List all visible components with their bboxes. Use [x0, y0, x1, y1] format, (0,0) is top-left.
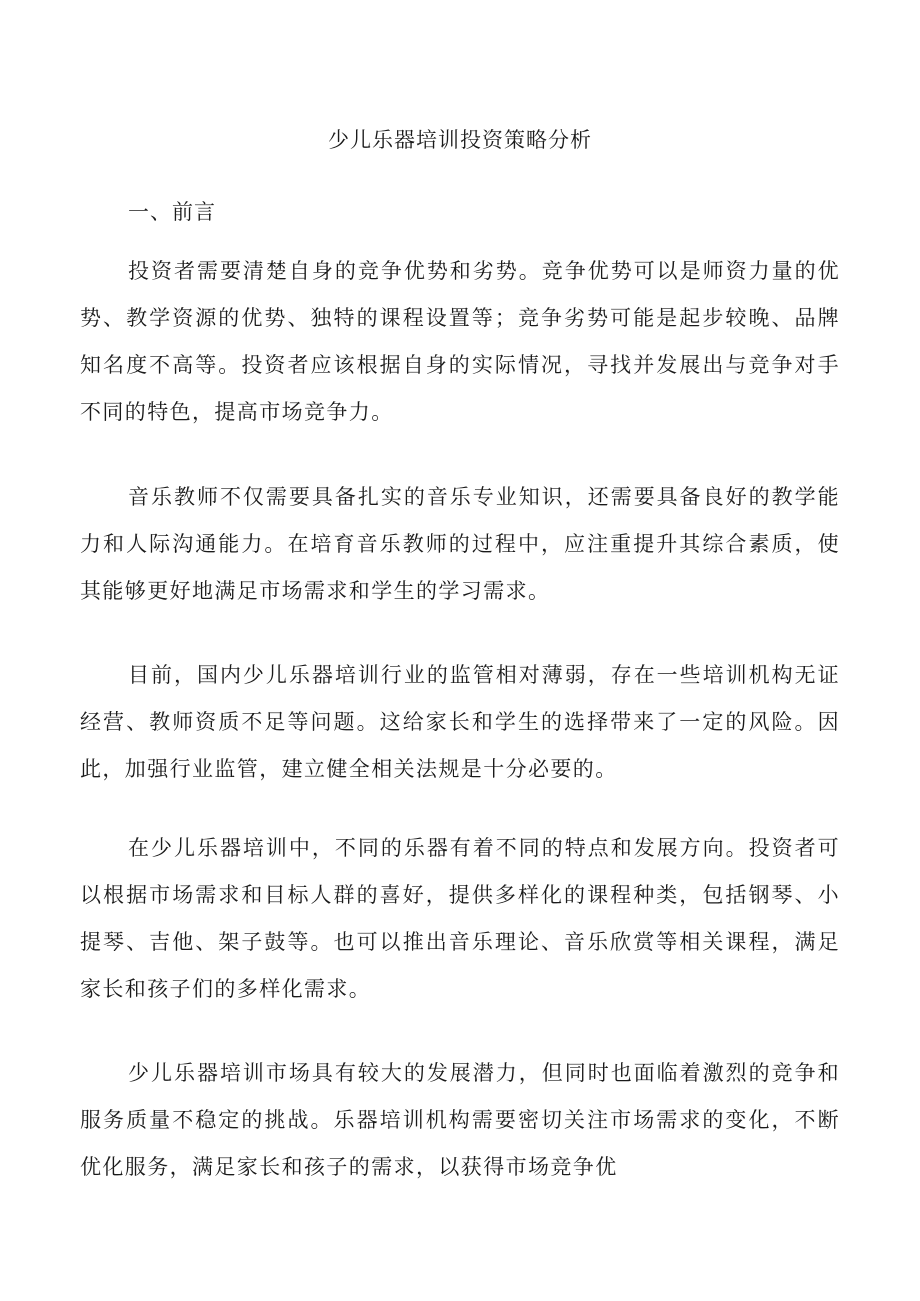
document-title: 少儿乐器培训投资策略分析	[328, 128, 592, 152]
paragraph-competitive-advantage: 投资者需要清楚自身的竞争优势和劣势。竞争优势可以是师资力量的优势、教学资源的优势、独特的课程设置等；竞争劣势可能是起步较晚、品牌知名度不高等。投资者应该根据自身的实际情况，寻找并发展出与竞争对手不同的特色，提高市场竞争力。	[80, 259, 840, 424]
section-heading-preface: 一、前言	[128, 200, 216, 224]
paragraph-music-teachers: 音乐教师不仅需要具备扎实的音乐专业知识，还需要具备良好的教学能力和人际沟通能力。在培育音乐教师的过程中，应注重提升其综合素质，使其能够更好地满足市场需求和学生的学习需求。	[80, 485, 840, 603]
paragraph-course-variety: 在少儿乐器培训中，不同的乐器有着不同的特点和发展方向。投资者可以根据市场需求和目标人群的喜好，提供多样化的课程种类，包括钢琴、小提琴、吉他、架子鼓等。也可以推出音乐理论、音乐欣赏等相关课程，满足家长和孩子们的多样化需求。	[80, 836, 840, 1001]
paragraph-market-potential: 少儿乐器培训市场具有较大的发展潜力，但同时也面临着激烈的竞争和服务质量不稳定的挑战。乐器培训机构需要密切关注市场需求的变化，不断优化服务，满足家长和孩子的需求，以获得市场竞争优	[80, 1061, 840, 1179]
paragraph-industry-regulation: 目前，国内少儿乐器培训行业的监管相对薄弱，存在一些培训机构无证经营、教师资质不足等问题。这给家长和学生的选择带来了一定的风险。因此，加强行业监管，建立健全相关法规是十分必要的。	[80, 663, 840, 781]
